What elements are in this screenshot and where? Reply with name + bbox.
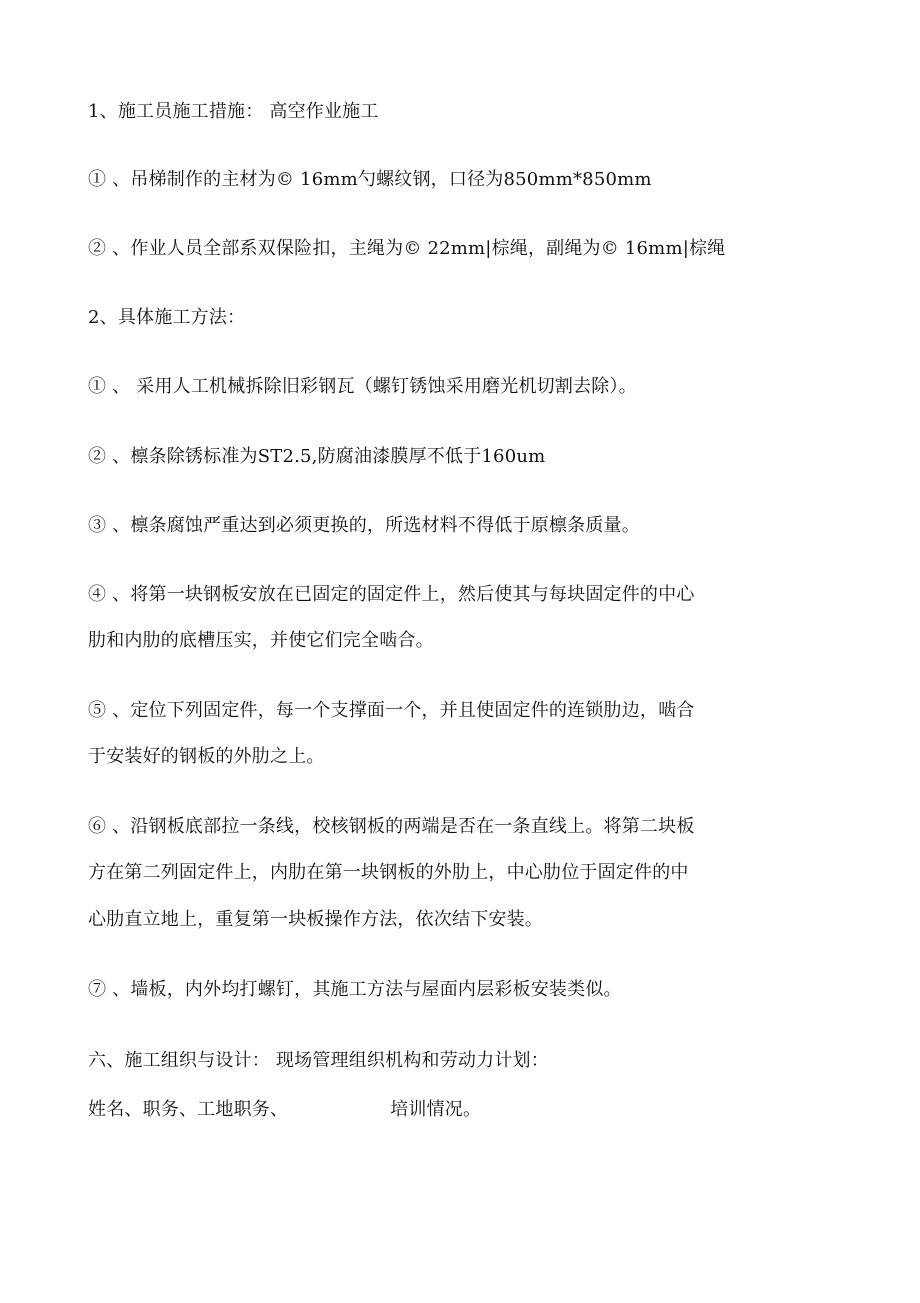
method-item-6-line-1: ⑥ 、沿钢板底部拉一条线，校核钢板的两端是否在一条直线上。将第二块板	[88, 816, 695, 837]
staff-info-right: 培训情况。	[390, 1099, 482, 1120]
section-heading-1: 1、施工员施工措施： 高空作业施工	[88, 101, 379, 122]
method-item-4-line-2: 肋和内肋的底槽压实，并使它们完全啮合。	[88, 630, 434, 651]
method-item-6-line-2: 方在第二列固定件上，内肋在第一块钢板的外肋上，中心肋位于固定件的中	[88, 862, 689, 883]
method-item-5-line-2: 于安装好的钢板的外肋之上。	[88, 746, 325, 767]
measure-item-1: ① 、吊梯制作的主材为© 16mm勺螺纹钢，口径为850mm*850mm	[88, 169, 652, 190]
method-item-4-line-1: ④ 、将第一块钢板安放在已固定的固定件上，然后使其与每块固定件的中心	[88, 584, 695, 605]
method-item-6-line-3: 心肋直立地上，重复第一块板操作方法，依次结下安装。	[88, 909, 543, 930]
measure-item-2: ② 、作业人员全部系双保险扣，主绳为© 22mm|棕绳，副绳为© 16mm|棕绳	[88, 238, 726, 259]
section-heading-2: 2、具体施工方法：	[88, 307, 246, 328]
method-item-5-line-1: ⑤ 、定位下列固定件，每一个支撑面一个，并且使固定件的连锁肋边，啮合	[88, 700, 695, 721]
section-heading-6: 六、施工组织与设计： 现场管理组织机构和劳动力计划：	[88, 1050, 549, 1071]
method-item-2: ② 、檩条除锈标准为ST2.5,防腐油漆膜厚不低于160um	[88, 446, 546, 467]
method-item-1: ① 、 采用人工机械拆除旧彩钢瓦（螺钉锈蚀采用磨光机切割去除）。	[88, 376, 637, 397]
staff-info-left: 姓名、职务、工地职务、	[88, 1099, 289, 1120]
method-item-3: ③ 、檩条腐蚀严重达到必须更换的，所选材料不得低于原檩条质量。	[88, 515, 640, 536]
staff-info-line	[88, 1099, 481, 1121]
method-item-7: ⑦ 、墙板，内外均打螺钉，其施工方法与屋面内层彩板安装类似。	[88, 979, 622, 1000]
